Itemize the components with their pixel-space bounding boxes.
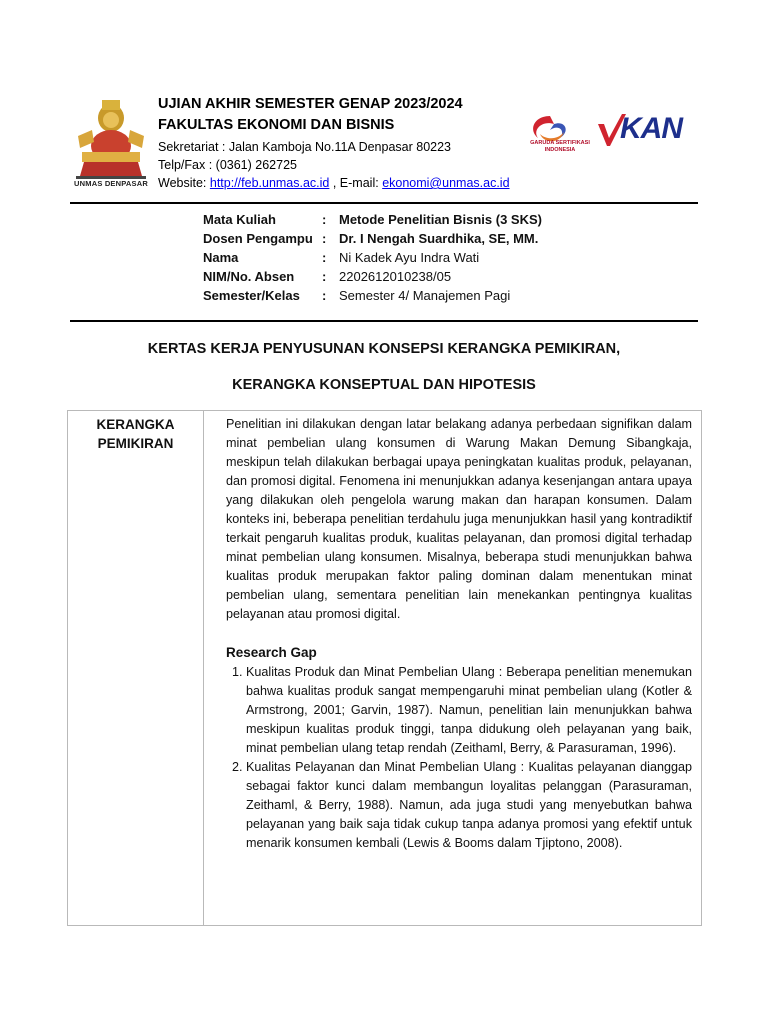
info-label: Dosen Pengampu: [203, 231, 313, 246]
kan-logo-text: KAN: [620, 112, 682, 145]
info-colon: :: [322, 250, 327, 265]
website-link[interactable]: http://feb.unmas.ac.id: [209, 176, 330, 190]
info-label: Nama: [203, 250, 239, 265]
unmas-logo-icon: [72, 96, 150, 190]
info-label: Semester/Kelas: [203, 288, 300, 303]
info-value: Ni Kadek Ayu Indra Wati: [339, 250, 480, 265]
secretariat-address: Sekretariat : Jalan Kamboja No.11A Denpasar 80223: [158, 140, 452, 154]
framework-heading-line1: KERANGKA: [96, 417, 175, 432]
info-value: Semester 4/ Manajemen Pagi: [339, 288, 511, 303]
contact-line: [158, 176, 510, 190]
exam-title: UJIAN AKHIR SEMESTER GENAP 2023/2024: [158, 96, 463, 112]
info-value: Dr. I Nengah Suardhika, SE, MM.: [339, 231, 539, 246]
email-label: , E-mail:: [329, 176, 383, 190]
info-value: 2202612010238/05: [339, 269, 452, 284]
info-colon: :: [322, 269, 327, 284]
framework-content: [226, 415, 692, 853]
info-rule: [70, 320, 698, 322]
logo-caption: UNMAS DENPASAR: [74, 179, 148, 188]
email-link[interactable]: ekonomi@unmas.ac.id: [382, 176, 510, 190]
info-colon: :: [322, 212, 327, 227]
research-gap-item: 1. Kualitas Produk dan Minat Pembelian Ulang : Beberapa penelitian menemukan bahwa kualitas produk sangat mempengaruhi minat pembelian ulang (Kotler & Armstrong, 2001; Garvin, 1987). Namun, penelitian lain menunjukkan bahwa meskipun kualitas produk tinggi, tanpa didukung oleh pelayanan yang baik, minat pembelian ulang tetap rendah (Zeithaml, Berry, & Parasuraman, 1996).: [246, 663, 692, 758]
info-label: NIM/No. Absen: [203, 269, 295, 284]
framework-table: [67, 410, 702, 926]
research-gap-list: [226, 663, 692, 853]
document-title-line2: KERANGKA KONSEPTUAL DAN HIPOTESIS: [232, 377, 536, 393]
info-colon: :: [322, 288, 327, 303]
research-gap-item: 2. Kualitas Pelayanan dan Minat Pembelian Ulang : Kualitas pelayanan dianggap sebagai faktor kunci dalam membangun loyalitas pelanggan (Parasuraman, Zeithaml, & Berry, 1988). Namun, ada juga studi yang menyebutkan bahwa pelayanan yang baik saja tidak cukup tanpa adanya promosi yang efektif untuk menarik konsumen kembali (Lewis & Booms dalam Tjiptono, 2008).: [246, 758, 692, 853]
website-label: Website:: [158, 176, 210, 190]
garuda-caption: GARUDA SERTIFIKASI INDONESIA: [530, 140, 590, 153]
phone-number: Telp/Fax : (0361) 262725: [158, 158, 297, 172]
document-title-line1: KERTAS KERJA PENYUSUNAN KONSEPSI KERANGKA PEMIKIRAN,: [147, 341, 621, 357]
header-rule: [70, 202, 698, 204]
framework-heading-line2: PEMIKIRAN: [97, 436, 174, 451]
info-value: Metode Penelitian Bisnis (3 SKS): [339, 212, 542, 227]
background-paragraph: Penelitian ini dilakukan dengan latar belakang adanya perbedaan signifikan dalam minat pembelian ulang konsumen di Warung Makan Demung Sibangkaja, meskipun telah dilakukan berbagai upaya peningkatan kualitas produk, pelayanan, dan promosi digital. Fenomena ini menunjukkan adanya kesenjangan antara upaya yang dilakukan oleh pengelola warung makan dan harapan konsumen. Dalam konteks ini, beberapa penelitian terdahulu juga menunjukkan hasil yang kontradiktif terkait pengaruh kualitas produk, kualitas pelayanan, dan promosi digital terhadap minat pembelian ulang konsumen. Misalnya, beberapa studi menunjukkan bahwa kualitas produk merupakan faktor paling dominan dalam menentukan minat pembelian ulang, sementara penelitian lain menekankan pentingnya kualitas pelayanan atau promosi digital.: [226, 417, 692, 621]
info-colon: :: [322, 231, 327, 246]
table-column-divider: [203, 411, 204, 925]
info-label: Mata Kuliah: [203, 212, 276, 227]
framework-heading: [68, 415, 203, 453]
research-gap-title: Research Gap: [226, 645, 317, 660]
faculty-title: FAKULTAS EKONOMI DAN BISNIS: [158, 117, 395, 133]
